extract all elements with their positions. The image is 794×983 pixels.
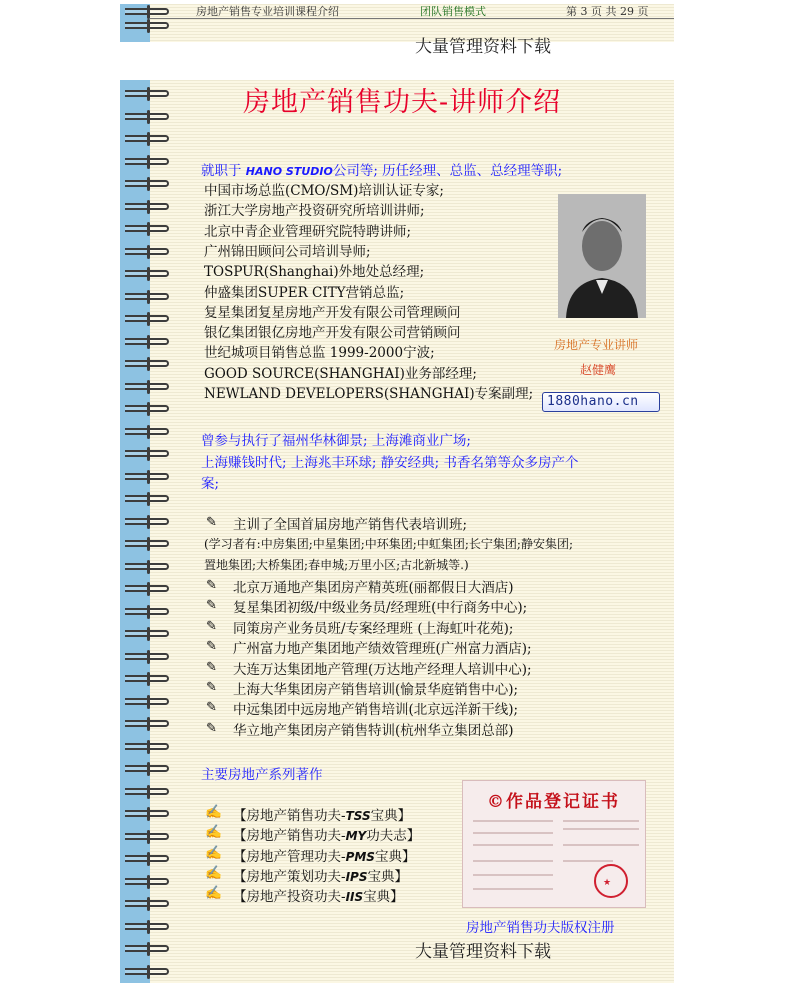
role-item: GOOD SOURCE(SHANGHAI)业务部经理;: [204, 365, 477, 382]
binder-ring: [125, 248, 169, 255]
binder-ring: [125, 135, 169, 142]
binder-ring: [125, 788, 169, 795]
binder-ring: [125, 765, 169, 772]
work-post: 功夫志】: [366, 828, 421, 845]
training-item: 广州富力地产集团地产绩效管理班(广州富力酒店);: [233, 641, 532, 658]
binder-ring: [125, 563, 169, 570]
project-line: 案;: [201, 476, 220, 492]
bullet-icon: ✎: [206, 680, 217, 695]
binder-ring: [125, 405, 169, 412]
binder-spine: [120, 80, 150, 983]
certificate-lines-icon: [463, 781, 647, 909]
header-course: 房地产销售专业培训课程介绍: [196, 5, 339, 18]
work-code: IIS: [345, 890, 364, 905]
binder-ring: [125, 540, 169, 547]
binder-ring: [125, 608, 169, 615]
binder-ring: [125, 180, 169, 187]
role-item: 银亿集团银亿房地产开发有限公司营销顾问: [204, 325, 461, 342]
role-item: 中国市场总监(CMO/SM)培训认证专家;: [204, 183, 444, 199]
work-post: 宝典】: [374, 848, 416, 865]
works-heading: 主要房地产系列著作: [201, 767, 323, 783]
binder-ring: [125, 203, 169, 210]
intro-suffix: 公司等; 历任经理、总监、总经理等职;: [332, 163, 563, 179]
work-code: PMS: [345, 849, 375, 864]
binder-ring: [125, 720, 169, 727]
role-item: NEWLAND DEVELOPERS(SHANGHAI)专案副理;: [204, 386, 534, 402]
work-code: MY: [345, 829, 367, 844]
binder-ring: [125, 675, 169, 682]
work-post: 宝典】: [370, 808, 412, 824]
lecturer-caption: 房地产专业讲师: [554, 338, 639, 352]
role-item: TOSPUR(Shanghai)外地处总经理;: [204, 264, 425, 281]
training-item: 同策房产业务员班/专案经理班 (上海虹叶花苑);: [233, 620, 514, 637]
pen-icon: ✍: [205, 844, 222, 861]
binder-ring: [125, 158, 169, 165]
header-section: 团队销售模式: [420, 5, 486, 18]
work-item: [233, 804, 411, 824]
role-item: 广州锦田顾问公司培训导师;: [204, 243, 371, 260]
binder-ring: [125, 473, 169, 480]
intro-prefix: 就职于: [201, 163, 246, 179]
binder-ring: [125, 585, 169, 592]
role-item: 北京中青企业管理研究院特聘讲师;: [204, 223, 412, 240]
training-item: 华立地产集团房产销售特训(杭州华立集团总部): [233, 722, 514, 739]
binder-ring: [125, 8, 169, 15]
binder-ring: [125, 833, 169, 840]
role-item: 浙江大学房地产投资研究所培训讲师;: [204, 203, 425, 220]
header-rule: [150, 18, 674, 19]
binder-ring: [125, 270, 169, 277]
email-logo-text: 1880hano.cn: [547, 394, 639, 409]
binder-ring: [125, 293, 169, 300]
work-item: [233, 885, 404, 905]
certificate-heading: ©作品登记证书: [487, 792, 620, 812]
work-item: [233, 845, 415, 865]
certificate-image: [462, 780, 646, 908]
work-item: [233, 865, 408, 885]
binder-ring: [125, 743, 169, 750]
intro-line: [201, 159, 562, 179]
pen-icon: ✍: [205, 885, 222, 902]
bullet-icon: ✎: [206, 639, 217, 655]
learners-line-2: 置地集团;大桥集团;春申城;万里小区;古北新城等.): [204, 558, 469, 572]
work-pre: 【房地产投资功夫-: [233, 889, 346, 906]
training-item: 复星集团初级/中级业务员/经理班(中行商务中心);: [233, 600, 528, 617]
binder-ring: [125, 630, 169, 637]
work-item: [233, 824, 420, 844]
svg-text:★: ★: [603, 878, 612, 888]
work-pre: 【房地产销售功夫-: [233, 808, 346, 824]
work-code: IPS: [345, 869, 368, 884]
pen-icon: ✍: [205, 864, 222, 881]
binder-ring: [125, 315, 169, 322]
work-pre: 【房地产管理功夫-: [233, 848, 346, 865]
training-item: 大连万达集团地产管理(万达地产经理人培训中心);: [233, 661, 532, 678]
pen-icon: ✍: [205, 824, 222, 841]
role-item: 世纪城项目销售总监 1999-2000宁波;: [204, 345, 435, 362]
header-page-number: 第 3 页 共 29 页: [566, 5, 649, 18]
pen-icon: ✍: [205, 804, 222, 820]
work-post: 宝典】: [363, 889, 404, 906]
role-item: 复星集团复星房地产开发有限公司管理顾问: [204, 304, 461, 321]
role-item: 仲盛集团SUPER CITY营销总监;: [204, 284, 405, 301]
binder-ring: [125, 383, 169, 390]
bullet-icon: ✎: [206, 515, 217, 530]
training-item: 上海大华集团房产销售培训(愉景华庭销售中心);: [233, 682, 519, 698]
bullet-icon: ✎: [206, 618, 217, 634]
bullet-icon: ✎: [206, 659, 217, 675]
binder-ring: [125, 338, 169, 345]
binder-ring: [125, 113, 169, 120]
training-item: 中远集团中远房地产销售培训(北京远洋新干线);: [233, 702, 519, 719]
binder-ring: [125, 360, 169, 367]
binder-ring: [125, 653, 169, 660]
binder-ring: [125, 518, 169, 525]
work-code: TSS: [345, 809, 371, 823]
binder-ring: [125, 855, 169, 862]
lecturer-name: 赵健鹰: [580, 363, 617, 377]
binder-ring: [125, 923, 169, 930]
lecturer-portrait-icon: [558, 194, 646, 318]
binder-ring: [125, 450, 169, 457]
certificate-caption: 房地产销售功夫版权注册: [466, 920, 615, 936]
bullet-icon: ✎: [206, 720, 217, 736]
binder-ring: [125, 22, 169, 29]
training-item: 北京万通地产集团房产精英班(丽都假日大酒店): [233, 580, 514, 596]
email-logo: [542, 392, 660, 412]
binder-ring: [125, 878, 169, 885]
binder-ring: [125, 428, 169, 435]
watermark-top: 大量管理资料下载: [415, 37, 551, 57]
binder-ring: [125, 968, 169, 975]
binder-ring: [125, 810, 169, 817]
bullet-icon: ✎: [206, 578, 217, 593]
work-pre: 【房地产策划功夫-: [233, 868, 346, 885]
lecturer-photo: [558, 194, 646, 318]
intro-company: HANO STUDIO: [245, 165, 333, 178]
trainings-lead: 主训了全国首届房地产销售代表培训班;: [233, 517, 468, 533]
watermark-bottom: 大量管理资料下载: [415, 942, 551, 962]
bullet-icon: ✎: [206, 598, 217, 614]
learners-line-1: (学习者有:中房集团;中星集团;中环集团;中虹集团;长宁集团;静安集团;: [204, 537, 573, 551]
page-title: 房地产销售功夫-讲师介绍: [243, 87, 562, 118]
binder-ring: [125, 225, 169, 232]
binder-ring: [125, 698, 169, 705]
binder-ring: [125, 90, 169, 97]
project-line: 曾参与执行了福州华林御景; 上海滩商业广场;: [201, 433, 471, 449]
binder-ring: [125, 495, 169, 502]
project-line: 上海赚钱时代; 上海兆丰环球; 静安经典; 书香名第等众多房产个: [201, 454, 579, 471]
work-post: 宝典】: [367, 868, 408, 885]
binder-ring: [125, 945, 169, 952]
binder-ring: [125, 900, 169, 907]
bullet-icon: ✎: [206, 700, 217, 716]
work-pre: 【房地产销售功夫-: [233, 828, 346, 845]
